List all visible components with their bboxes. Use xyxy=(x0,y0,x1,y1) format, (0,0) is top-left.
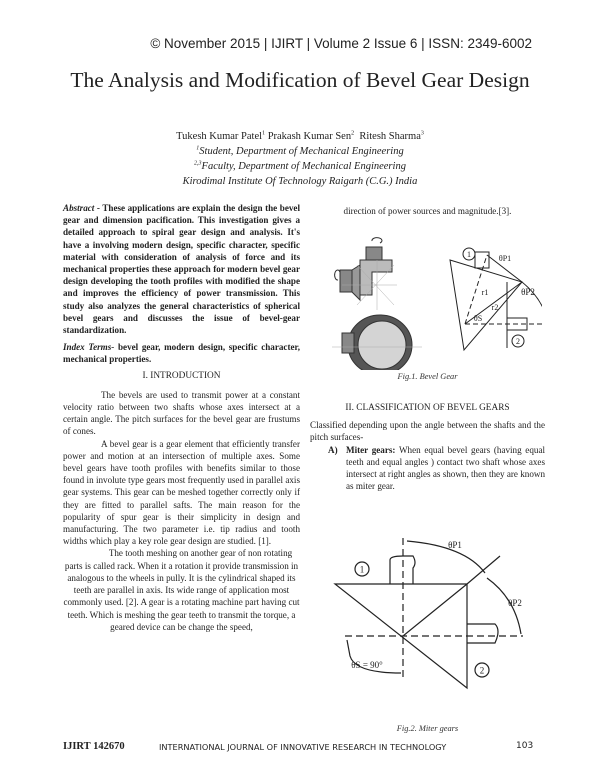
abstract xyxy=(63,202,300,336)
author-name: Ritesh Sharma xyxy=(359,131,421,142)
list-item-miter-gears xyxy=(328,444,545,493)
gear-1-label: 1 xyxy=(359,564,365,575)
gear-2-label: 2 xyxy=(516,337,520,346)
gear-2-label: 2 xyxy=(479,665,485,676)
bevel-gear-drawing xyxy=(332,238,422,370)
left-column xyxy=(63,202,300,633)
figure-1-bevel-gear xyxy=(322,225,542,370)
theta-s-label: θS xyxy=(473,314,483,323)
affiliation-1 xyxy=(0,145,600,160)
affil-sup: 1 xyxy=(196,145,200,152)
figure-2-miter-gears xyxy=(325,528,540,723)
section-2 xyxy=(310,402,545,492)
page-number: 103 xyxy=(516,741,534,751)
paper-title: The Analysis and Modification of Bevel Gear Design xyxy=(70,68,530,92)
paragraph: The bevels are used to transmit power at a constant velocity ratio between two shafts whose axes intersect at a certain angle. The pitch surfaces for the bevel gear are frustums of cones. xyxy=(63,389,300,437)
list-marker: A) xyxy=(328,444,338,455)
affil-text: Student, Department of Mechanical Engineering xyxy=(199,146,404,157)
paragraph: The tooth meshing on another gear of non rotating parts is called rack. When it a rotation it provide transmission in analogous to the wheels in pully. It is the cylindrical shaped its teeth are parallel in axis. Its wide range of application most commonly used. [2]. A gear is a rotating machine part having cut teeth. Which is meshing the gear teeth to transmit the torque, a geared device can be change the speed, xyxy=(63,548,300,632)
index-terms-label: Index Terms- xyxy=(63,342,115,353)
section-heading-introduction: I. INTRODUCTION xyxy=(142,370,221,381)
author-list xyxy=(0,130,600,145)
r1-label: r1 xyxy=(481,288,489,297)
author-name: Prakash Kumar Sen xyxy=(267,131,352,142)
theta-s-label: θS = 90° xyxy=(351,660,383,670)
theta-p1-label: θP1 xyxy=(498,254,512,263)
paragraph: direction of power sources and magnitude.[3]. xyxy=(343,206,512,216)
index-terms-text: bevel gear, modern design, specific character, mechanical properties. xyxy=(63,342,300,365)
affil-sup: 2,3 xyxy=(194,160,202,167)
author-sup: 2 xyxy=(351,130,355,137)
theta-p2-label: θP2 xyxy=(508,598,522,608)
theta-p1-label: θP1 xyxy=(448,540,462,550)
abstract-text: - These applications are explain the design the bevel gear and dimension pacification. This investigation gives a detailed approach to spiral gear design and analysis. It's have a involving modern design, specific character, specific material with consideration of analysis of force and its mechanical properties these approach for modern bevel gear design developing the tooth profiles with modified the shape and improves the efficiency of power transmission. This study also analyzes the general characteristics of spherical bevel gears and discusses the issue of bevel-gear standardization. xyxy=(63,203,300,336)
section-heading-classification: II. CLASSIFICATION OF BEVEL GEARS xyxy=(345,403,510,413)
list-item-label: Miter gears: xyxy=(346,444,396,455)
list-item-text: When equal bevel gears (having equal teeth and equal angles ) contact two shaft whose axes intersect at right angles as shown, then they are known as miter gear. xyxy=(346,444,546,492)
affiliation-2 xyxy=(0,160,600,175)
institute-text: Kirodimal Institute Of Technology Raigarh (C.G.) India xyxy=(182,176,418,187)
affil-text: Faculty, Department of Mechanical Engineering xyxy=(201,161,406,172)
figure-2-caption: Fig.2. Miter gears xyxy=(396,724,459,733)
abstract-label: Abstract xyxy=(63,203,95,213)
paragraph: Classified depending upon the angle between the shafts and the pitch surfaces- xyxy=(310,420,545,443)
journal-name: INTERNATIONAL JOURNAL OF INNOVATIVE RESEARCH IN TECHNOLOGY xyxy=(159,742,447,752)
theta-p2-label: θP2 xyxy=(521,287,535,297)
r2-label: r2 xyxy=(491,303,499,312)
figure-1-caption: Fig.1. Bevel Gear xyxy=(397,372,458,381)
author-sup: 1 xyxy=(262,130,266,137)
bevel-gear-geometry-diagram xyxy=(450,248,542,350)
journal-citation-header: © November 2015 | IJIRT | Volume 2 Issue 6 | ISSN: 2349-6002 xyxy=(150,36,532,51)
gear-1-label: 1 xyxy=(467,250,471,259)
author-sup: 3 xyxy=(420,130,424,137)
index-terms xyxy=(63,341,300,365)
paragraph: A bevel gear is a gear element that efficiently transfer power and motion at an intersection of multiple axes. Some bevel gears have tooth profiles with benefits similar to those found in involute type gears most frequently used in parallel axis gear systems. This gear can be meshed together correctly only if they are fitted to parallel safts. The main reason for the popularity of spur gear is their simplicity in design and manufacturing. The two parameter i.e. tip radius and tooth widths which play a key role gear design are studied. [1]. xyxy=(63,438,300,547)
institute xyxy=(0,175,600,190)
paper-id: IJIRT 142670 xyxy=(63,741,125,752)
author-name: Tukesh Kumar Patel xyxy=(176,131,263,142)
